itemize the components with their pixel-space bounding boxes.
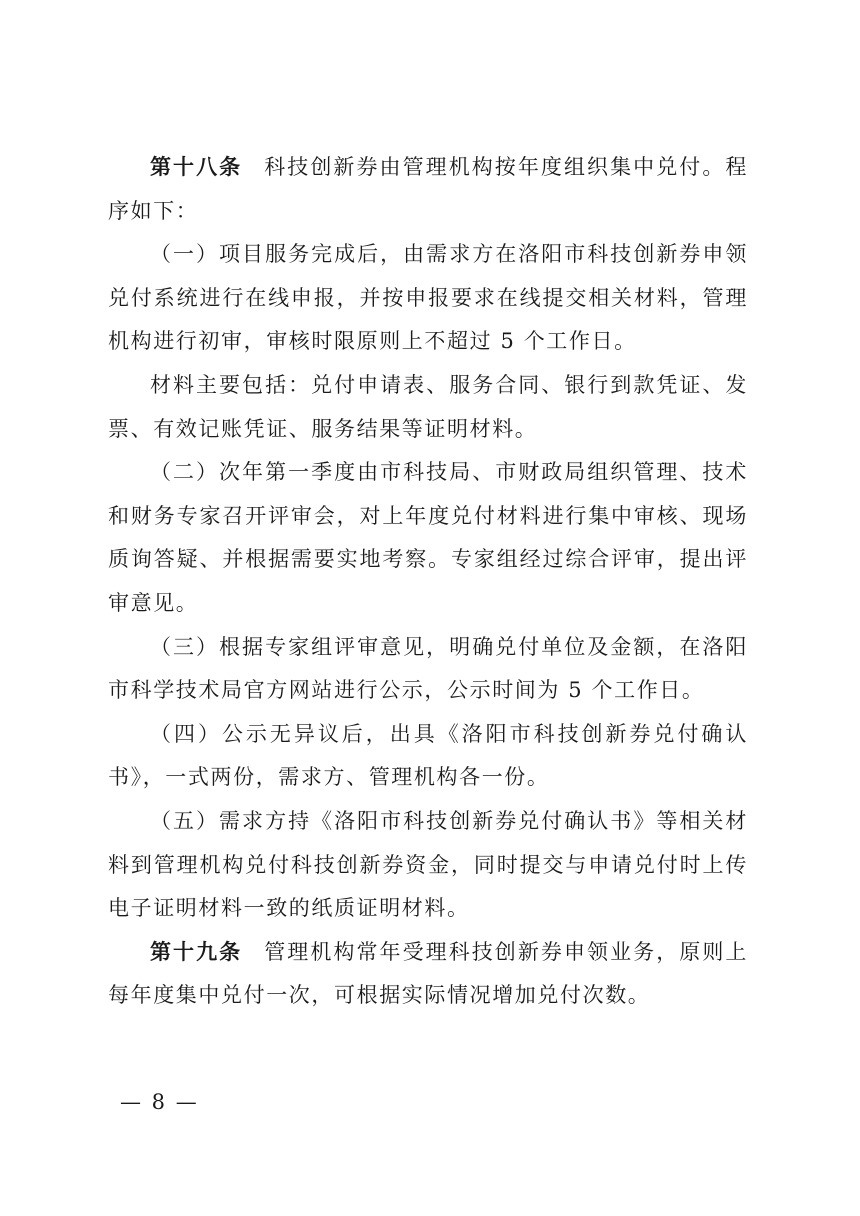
article-18-text: 科技创新券由管理机构按年度组织集中兑付。程序如下：	[108, 155, 748, 223]
item-3-paragraph: （三）根据专家组评审意见，明确兑付单位及金额，在洛阳市科学技术局官方网站进行公示，公示时间为 5 个工作日。	[108, 634, 748, 703]
article-19-text: 管理机构常年受理科技创新券申领业务，原则上每年度集中兑付一次，可根据实际情况增加兑付次数。	[108, 939, 748, 1008]
page-number: — 8 —	[120, 1090, 199, 1114]
item-2-paragraph: （二）次年第一季度由市科技局、市财政局组织管理、技术和财务专家召开评审会，对上年度兑付材料进行集中审核、现场质询答疑、并根据需要实地考察。专家组经过综合评审，提出评审意见。	[108, 460, 748, 615]
article-18-heading: 第十八条	[150, 155, 243, 179]
article-19-paragraph	[108, 931, 748, 1018]
article-18-paragraph	[108, 146, 748, 233]
item-5-paragraph: （五）需求方持《洛阳市科技创新券兑付确认书》等相关材料到管理机构兑付科技创新券资金，同时提交与申请兑付时上传电子证明材料一致的纸质证明材料。	[108, 808, 748, 921]
materials-paragraph: 材料主要包括：兑付申请表、服务合同、银行到款凭证、发票、有效记账凭证、服务结果等证明材料。	[108, 372, 748, 441]
item-1-paragraph: （一）项目服务完成后，由需求方在洛阳市科技创新券申领兑付系统进行在线申报，并按申报要求在线提交相关材料，管理机构进行初审，审核时限原则上不超过 5 个工作日。	[108, 242, 748, 354]
document-body	[108, 146, 748, 1018]
article-19-heading: 第十九条	[150, 939, 243, 964]
item-4-paragraph: （四）公示无异议后，出具《洛阳市科技创新券兑付确认书》，一式两份，需求方、管理机构各一份。	[108, 721, 748, 790]
